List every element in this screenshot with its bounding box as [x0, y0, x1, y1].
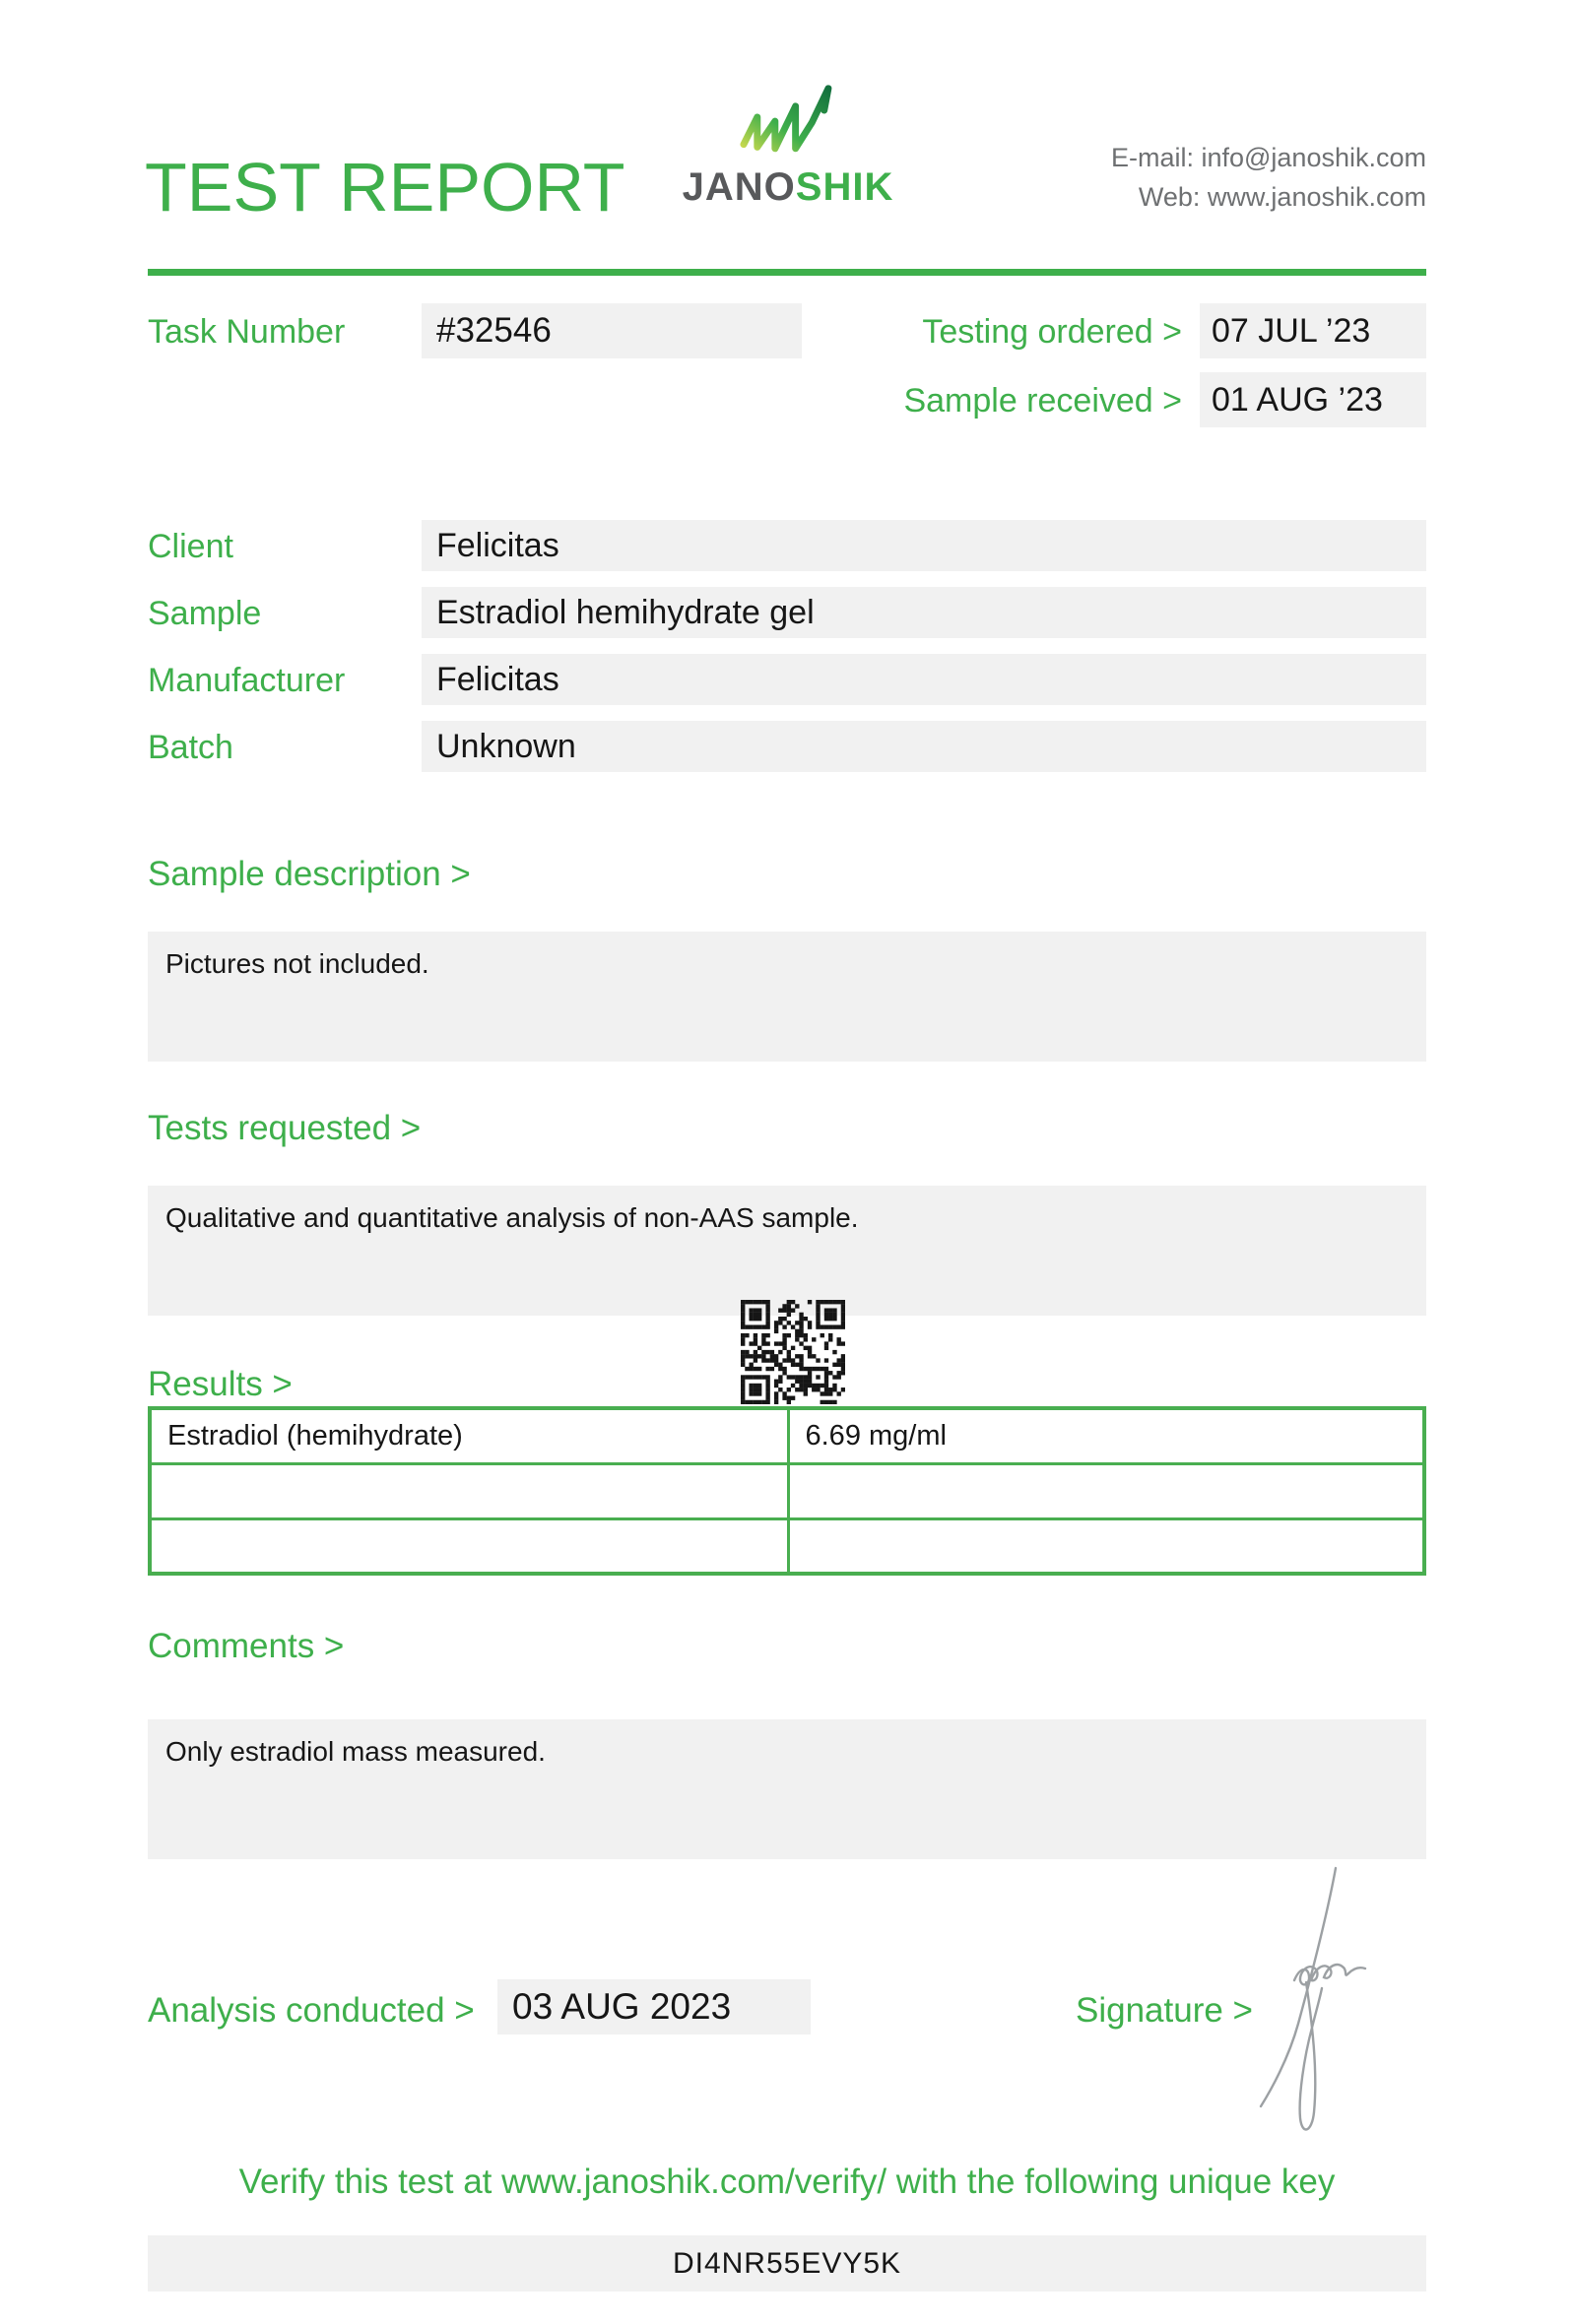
result-value-cell: 6.69 mg/ml [788, 1408, 1424, 1463]
manufacturer-value: Felicitas [422, 654, 1426, 705]
sample-received-label: Sample received > [903, 382, 1182, 420]
sample-label: Sample [148, 595, 262, 632]
task-number-value: #32546 [422, 303, 802, 358]
results-heading: Results > [148, 1365, 293, 1403]
testing-ordered-date: 07 JUL ’23 [1200, 303, 1426, 358]
header-divider [148, 269, 1426, 276]
manufacturer-label: Manufacturer [148, 662, 346, 699]
analysis-date: 03 AUG 2023 [497, 1979, 811, 2034]
contact-web: Web: www.janoshik.com [1138, 182, 1426, 212]
result-row [150, 1408, 1424, 1463]
result-analyte-cell: Estradiol (hemihydrate) [150, 1408, 788, 1463]
results-table [148, 1406, 1426, 1576]
batch-label: Batch [148, 729, 233, 766]
client-label: Client [148, 528, 233, 565]
task-number-label: Task Number [148, 313, 346, 351]
result-value-cell-empty [788, 1518, 1424, 1574]
tests-requested-box [148, 1186, 1426, 1316]
tests-requested-text: Qualitative and quantitative analysis of non-AAS sample. [165, 1202, 859, 1233]
result-analyte-cell-empty [150, 1463, 788, 1518]
result-value-cell-empty [788, 1463, 1424, 1518]
sample-description-box [148, 932, 1426, 1062]
tests-requested-heading: Tests requested > [148, 1109, 422, 1147]
logo-wordmark [680, 165, 896, 210]
result-analyte-cell-empty [150, 1518, 788, 1574]
janoshik-logo [680, 77, 896, 210]
batch-value: Unknown [422, 721, 1426, 772]
sample-value: Estradiol hemihydrate gel [422, 587, 1426, 638]
sample-description-heading: Sample description > [148, 855, 471, 893]
analysis-conducted-label: Analysis conducted > [148, 1991, 475, 2030]
comments-box [148, 1719, 1426, 1859]
sample-received-date: 01 AUG ’23 [1200, 372, 1426, 427]
logo-text-shik: SHIK [795, 165, 894, 209]
contact-block [1111, 138, 1426, 217]
client-value: Felicitas [422, 520, 1426, 571]
signature-label: Signature > [1076, 1991, 1253, 2030]
result-row [150, 1463, 1424, 1518]
unique-key: DI4NR55EVY5K [148, 2235, 1426, 2292]
signature-scribble [1249, 1864, 1412, 2174]
contact-email: E-mail: info@janoshik.com [1110, 143, 1426, 172]
comments-text: Only estradiol mass measured. [165, 1736, 546, 1767]
sample-description-text: Pictures not included. [165, 948, 429, 979]
growth-chart-icon [737, 77, 839, 161]
qr-code [741, 1300, 845, 1404]
result-row [150, 1518, 1424, 1574]
report-title: TEST REPORT [145, 149, 625, 226]
verify-instruction: Verify this test at www.janoshik.com/verify/ with the following unique key [238, 2163, 1336, 2201]
logo-text-jano: JANO [682, 165, 796, 209]
comments-heading: Comments > [148, 1627, 345, 1665]
testing-ordered-label: Testing ordered > [922, 313, 1182, 351]
